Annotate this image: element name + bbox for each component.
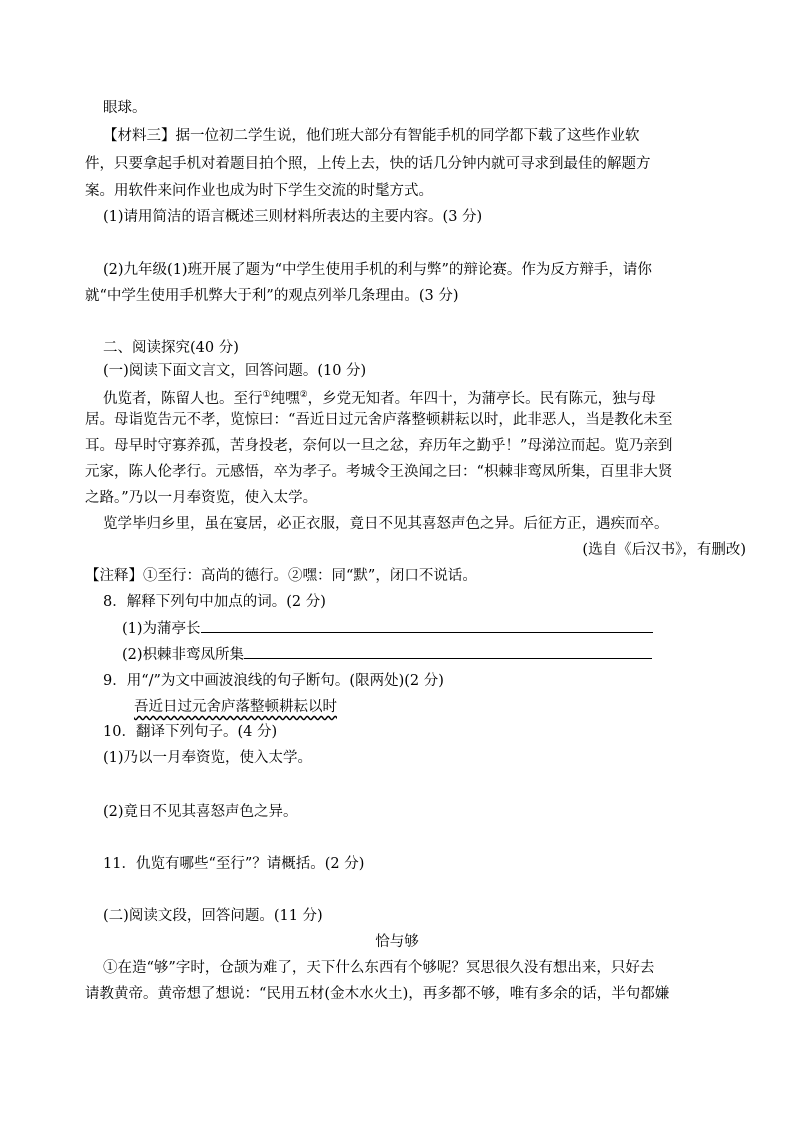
classical-line1 bbox=[103, 385, 656, 409]
question-8-item2 bbox=[122, 644, 652, 665]
classical-line5: 之路。”乃以一月奉资览，使入太学。 bbox=[85, 490, 318, 506]
material3-line2: 件，只要拿起手机对着题目拍个照，上传上去，快的话几分钟内就可寻求到最佳的解题方 bbox=[85, 156, 651, 172]
question-8-item2-text: (2)枳棘非鸾凤所集 bbox=[122, 647, 245, 663]
question-9-sentence bbox=[134, 697, 337, 717]
answer-blank-8-1[interactable] bbox=[201, 618, 653, 633]
material2-end: 眼球。 bbox=[103, 100, 147, 116]
question-2-line1: (2)九年级(1)班开展了题为“中学生使用手机的利与弊”的辩论赛。作为反方辩手，请你 bbox=[103, 262, 652, 278]
question-8-title: 8．解释下列句中加点的词。(2 分) bbox=[103, 594, 326, 610]
classical-line3: 耳。母早时守寡养孤，苦身投老，奈何以一旦之忿，弃历年之勤乎！”母涕泣而起。览乃亲到 bbox=[85, 438, 673, 454]
annotation: 【注释】①至行：高尚的德行。②嘿：同“默”，闭口不说话。 bbox=[85, 568, 477, 584]
section-2-title: 二、阅读探究(40 分) bbox=[103, 340, 239, 356]
part-2-title: (二)阅读文段，回答问题。(11 分) bbox=[103, 908, 323, 924]
classical-line1-c: ，乡党无知者。年四十，为蒲亭长。民有陈元，独与母 bbox=[307, 390, 656, 407]
question-10-item1: (1)乃以一月奉资览，使入太学。 bbox=[103, 750, 313, 766]
classical-line1-a: 仇览者，陈留人也。至行 bbox=[103, 390, 263, 407]
question-8-item1 bbox=[122, 618, 653, 639]
classical-line2: 居。母诣览告元不孝，览惊曰：“吾近日过元舍庐落整顿耕耘以时，此非恶人，当是教化未至 bbox=[85, 412, 673, 428]
question-9-title: 9．用“/”为文中画波浪线的句子断句。(限两处)(2 分) bbox=[103, 673, 444, 689]
note-1-mark: ① bbox=[262, 390, 271, 400]
question-1: (1)请用简洁的语言概述三则材料所表达的主要内容。(3 分) bbox=[103, 209, 483, 225]
material3-line3: 案。用软件来问作业也成为时下学生交流的时髦方式。 bbox=[85, 183, 433, 199]
question-10-item2: (2)竟日不见其喜怒声色之异。 bbox=[103, 804, 298, 820]
part-1-title: (一)阅读下面文言文，回答问题。(10 分) bbox=[103, 363, 367, 379]
answer-blank-8-2[interactable] bbox=[244, 644, 652, 659]
question-10-title: 10．翻译下列句子。(4 分) bbox=[103, 724, 278, 740]
article-line2: 请教黄帝。黄帝想了想说：“民用五材(金木水火土)，再多都不够，唯有多余的话，半句都嫌 bbox=[85, 986, 670, 1002]
classical-source: (选自《后汉书》，有删改) bbox=[582, 542, 746, 558]
wavy-sentence: 吾近日过元舍庐落整顿耕耘以时 bbox=[134, 699, 337, 715]
article-title: 恰与够 bbox=[375, 934, 419, 950]
article-line1: ①在造“够”字时，仓颉为难了，天下什么东西有个够呢？冥思很久没有想出来，只好去 bbox=[103, 960, 655, 976]
classical-line1-b: 纯嘿 bbox=[270, 390, 300, 407]
question-11: 11．仇览有哪些“至行”？请概括。(2 分) bbox=[103, 856, 365, 872]
question-2-line2: 就“中学生使用手机弊大于利”的观点列举几条理由。(3 分) bbox=[85, 288, 459, 304]
classical-line4: 元家，陈人伦孝行。元感悟，卒为孝子。考城令王涣闻之曰：“枳棘非鸾凤所集，百里非大贤 bbox=[85, 464, 673, 480]
classical-line6: 览学毕归乡里，虽在宴居，必正衣服，竟日不见其喜怒声色之异。后征方正，遇疾而卒。 bbox=[103, 516, 669, 532]
note-2-mark: ② bbox=[299, 390, 308, 400]
question-8-item1-text: (1)为蒲亭长 bbox=[122, 621, 201, 637]
material3-line1: 【材料三】据一位初二学生说，他们班大部分有智能手机的同学都下载了这些作业软 bbox=[103, 128, 640, 144]
